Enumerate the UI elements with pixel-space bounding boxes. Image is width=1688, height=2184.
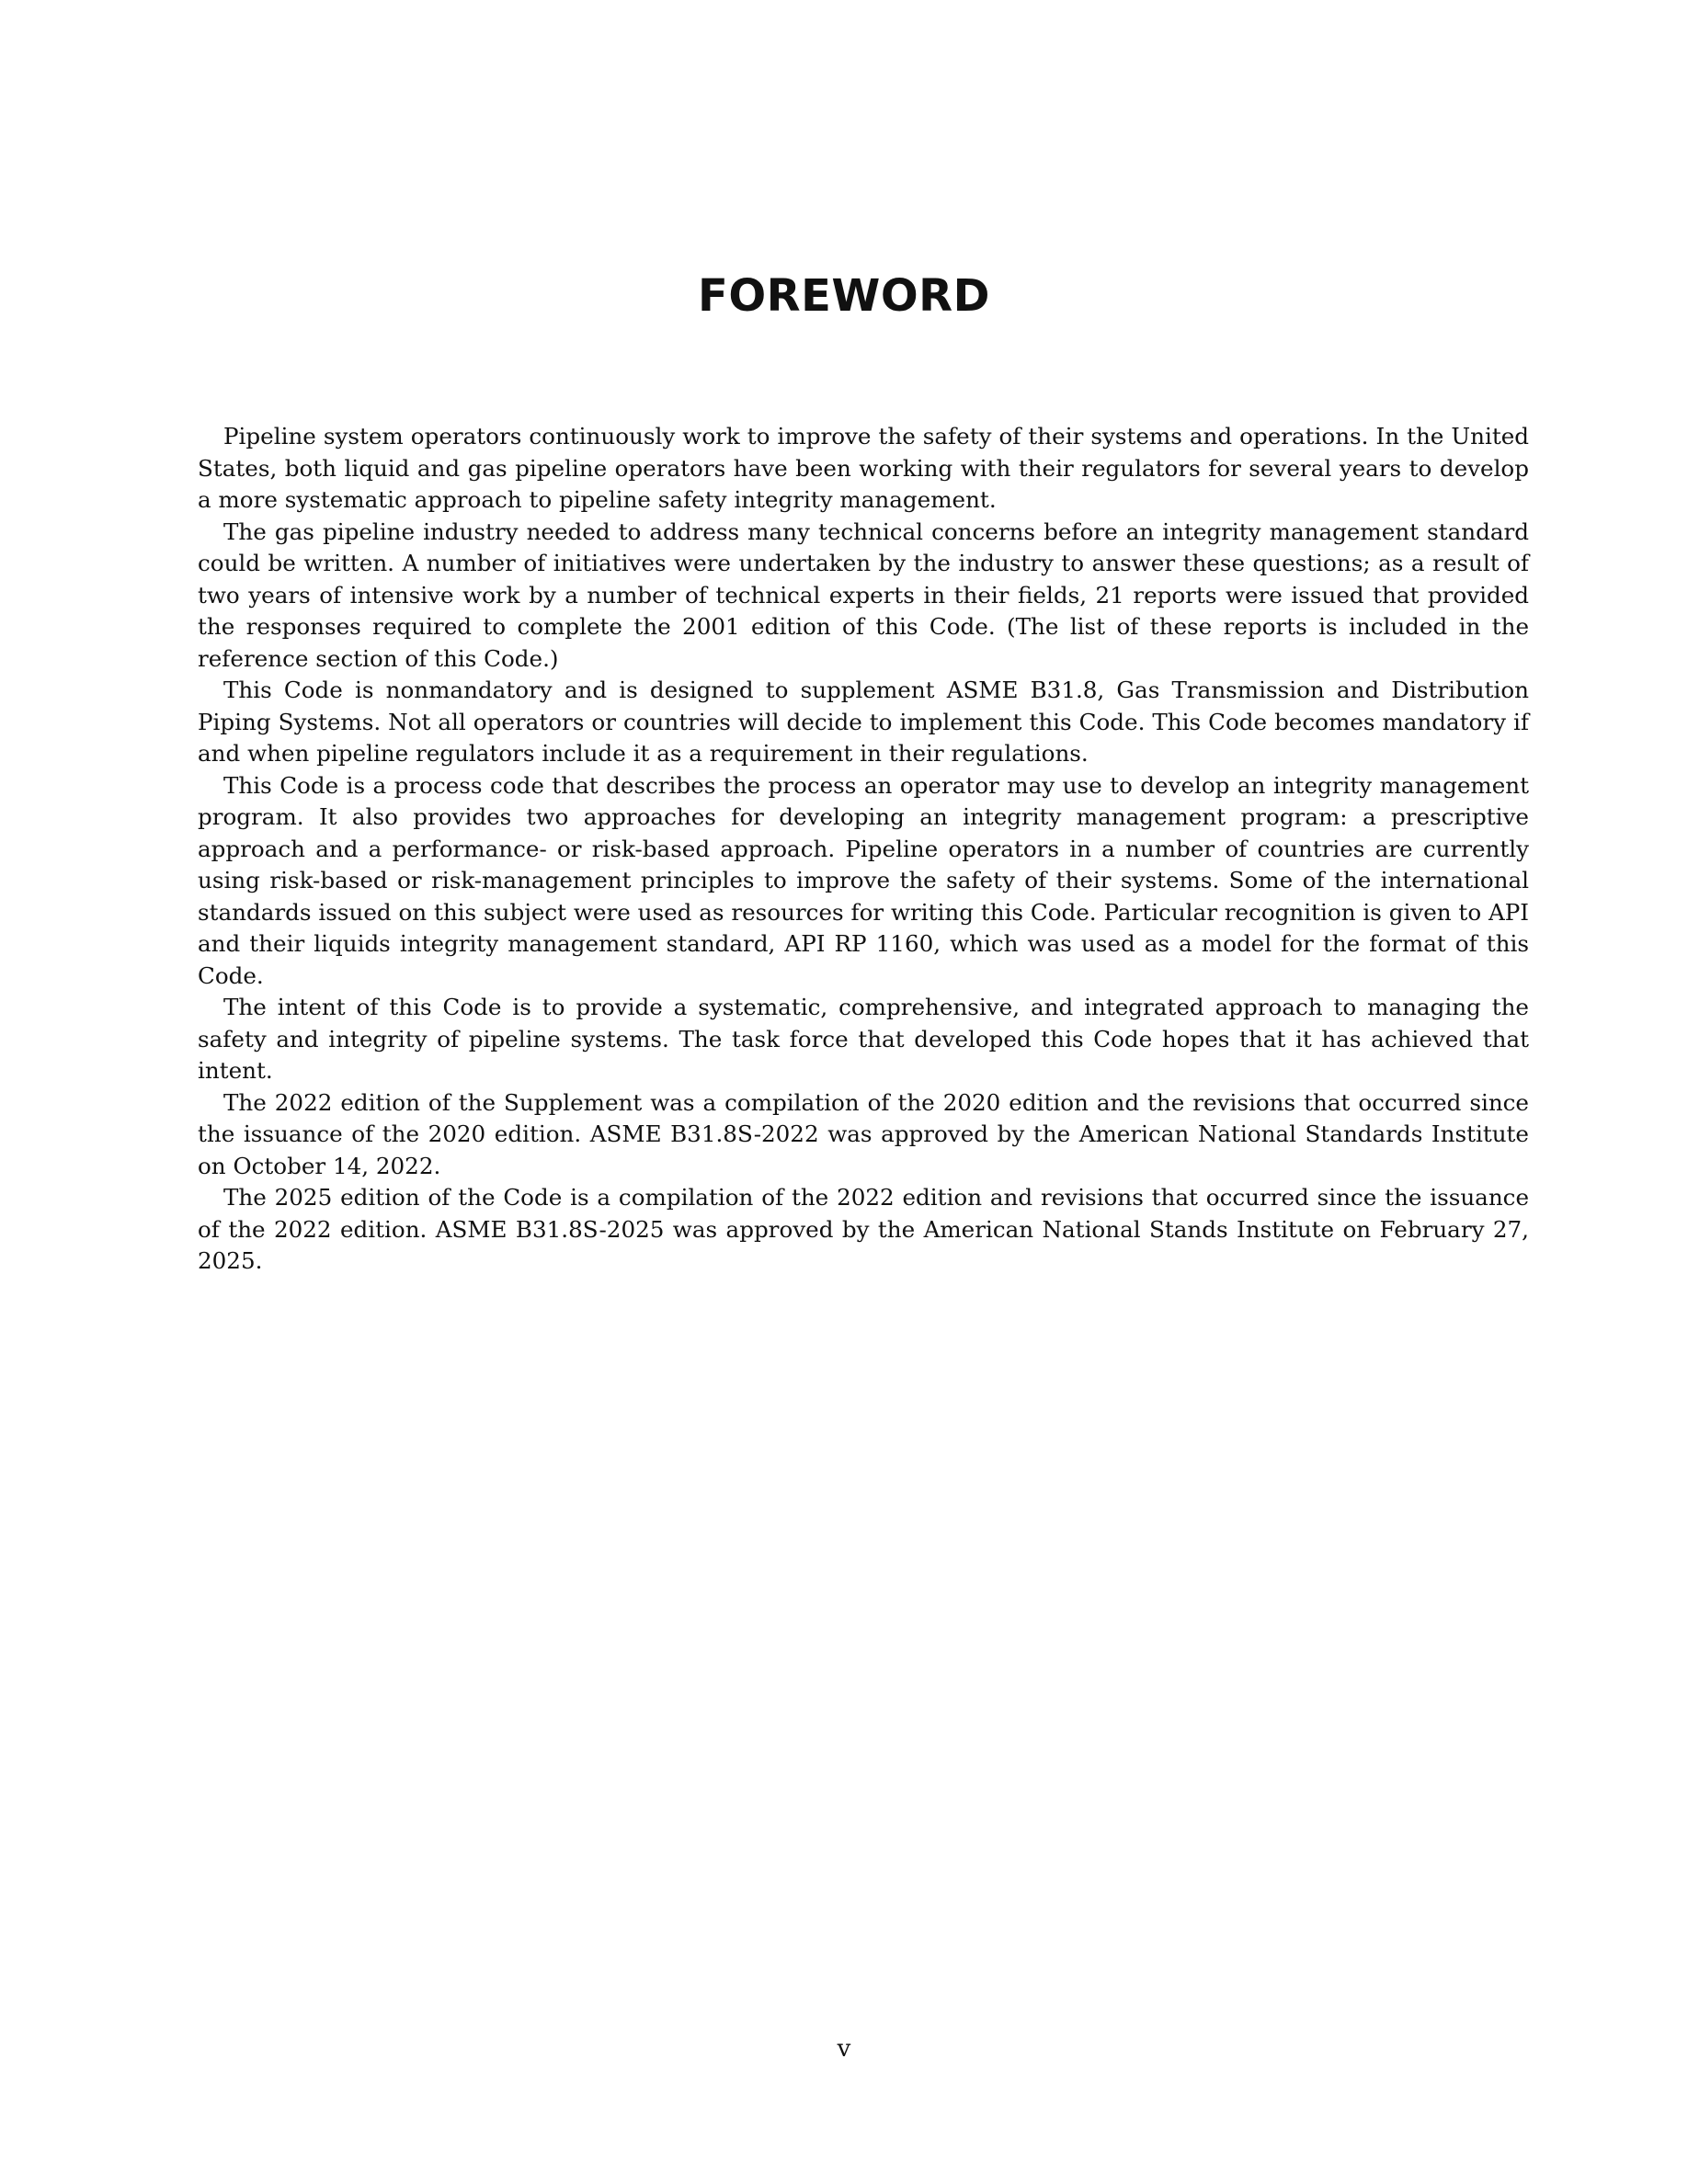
paragraph-operators: Pipeline system operators continuously work to improve the safety of their systems and operations. In the United States, both liquid and gas pipeline operators have been working with their regulators for several years to develop a more systematic approach to pipeline safety integrity management. [198,423,1529,513]
paragraph-industry-reports: The gas pipeline industry needed to address many technical concerns before an integrity management standard could be written. A number of initiatives were undertaken by the industry to answer these questions; as a result of two years of intensive work by a number of technical experts in their fields, 21 reports were issued that provided the responses required to complete the 2001 edition of this Code. (The list of these reports is included in the reference section of this Code.) [198,518,1529,672]
paragraph-intent: The intent of this Code is to provide a systematic, comprehensive, and integrated approach to managing the safety and integrity of pipeline systems. The task force that developed this Code hopes that it has achieved that intent. [198,994,1529,1084]
foreword-body [198,421,1529,1278]
paragraph-nonmandatory: This Code is nonmandatory and is designed to supplement ASME B31.8, Gas Transmission and Distribution Piping Systems. Not all operators or countries will decide to implement this Code. This Code becomes mandatory if and when pipeline regulators include it as a requirement in their regulations. [198,677,1529,767]
page-number: v [837,2035,851,2063]
paragraph-2022-edition: The 2022 edition of the Supplement was a compilation of the 2020 edition and the revisions that occurred since the issuance of the 2020 edition. ASME B31.8S-2022 was approved by the American National Standards Institute on October 14, 2022. [198,1088,1529,1179]
paragraph-process-code: This Code is a process code that describes the process an operator may use to develop an integrity management program. It also provides two approaches for developing an integrity management program: a prescriptive approach and a performance- or risk-based approach. Pipeline operators in a number of countries are currently using risk-based or risk-management principles to improve the safety of their systems. Some of the international standards issued on this subject were used as resources for writing this Code. Particular recognition is given to API and their liquids integrity management standard, API RP 1160, which was used as a model for the format of this Code. [198,771,1529,989]
paragraph-2025-edition: The 2025 edition of the Code is a compilation of the 2022 edition and revisions that occurred since the issuance of the 2022 edition. ASME B31.8S-2025 was approved by the American National Stands Institute on February 27, 2025. [198,1184,1529,1274]
page-title: FOREWORD [698,270,990,322]
